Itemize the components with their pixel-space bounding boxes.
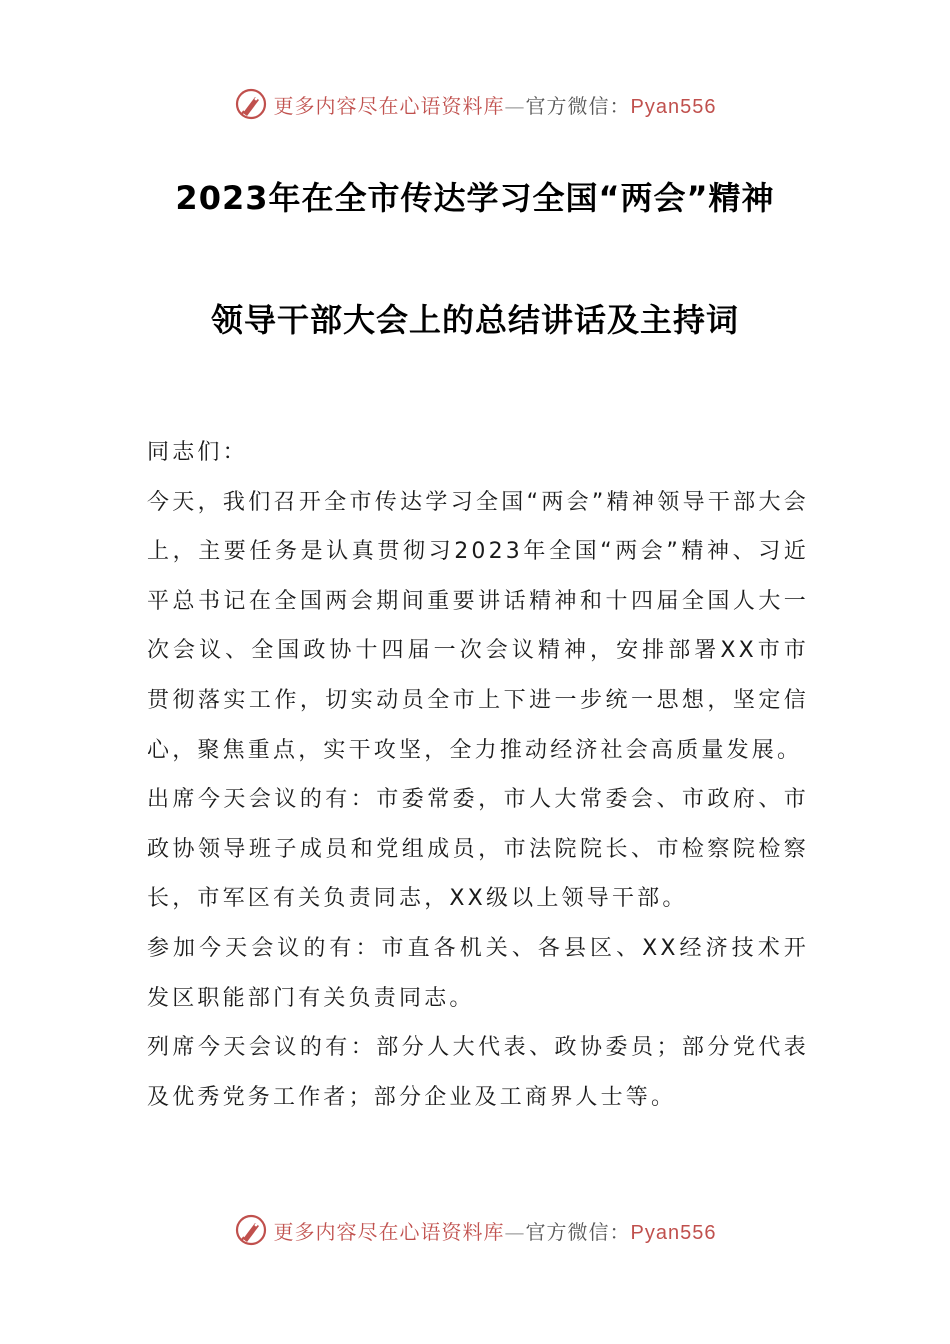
document-body [147, 428, 809, 1122]
paragraph-observers: 列席今天会议的有：部分人大代表、政协委员；部分党代表及优秀党务工作者；部分企业及工商界人士等。 [147, 1035, 809, 1110]
watermark-text [274, 90, 717, 119]
salutation: 同志们： [147, 440, 248, 465]
watermark-wechat-id: Pyan556 [630, 95, 717, 118]
paragraph-opening: 今天，我们召开全市传达学习全国“两会”精神领导干部大会上，主要任务是认真贯彻习2023年全国“两会”精神、习近平总书记在全国两会期间重要讲话精神和十四届全国人大一次会议、全国政协十四届一次会议精神，安排部署XX市市贯彻落实工作，切实动员全市上下进一步统一思想，坚定信心，聚焦重点，实干攻坚，全力推动经济社会高质量发展。 [147, 489, 809, 763]
pen-nib-logo-icon [234, 1213, 268, 1247]
watermark-separator: — [504, 93, 526, 118]
watermark-wechat-id: Pyan556 [630, 1221, 717, 1244]
footer-watermark [0, 1210, 950, 1250]
watermark-site: 更多内容尽在心语资料库 [273, 93, 505, 118]
paragraph-attendees: 出席今天会议的有：市委常委，市人大常委会、市政府、市政协领导班子成员和党组成员，市法院院长、市检察院检察长，市军区有关负责同志，XX级以上领导干部。 [147, 787, 809, 912]
pen-nib-logo-icon [234, 87, 268, 121]
watermark-wechat-label: 官方微信： [525, 93, 631, 118]
watermark-site: 更多内容尽在心语资料库 [273, 1219, 505, 1244]
watermark-text [274, 1216, 717, 1245]
watermark-wechat-label: 官方微信： [525, 1219, 631, 1244]
document-title-line-2: 领导干部大会上的总结讲话及主持词 [210, 301, 739, 339]
document-title-line-1: 2023年在全市传达学习全国“两会”精神 [175, 179, 775, 217]
paragraph-participants: 参加今天会议的有：市直各机关、各县区、XX经济技术开发区职能部门有关负责同志。 [147, 935, 809, 1011]
watermark-separator: — [504, 1219, 526, 1244]
header-watermark [0, 84, 950, 124]
